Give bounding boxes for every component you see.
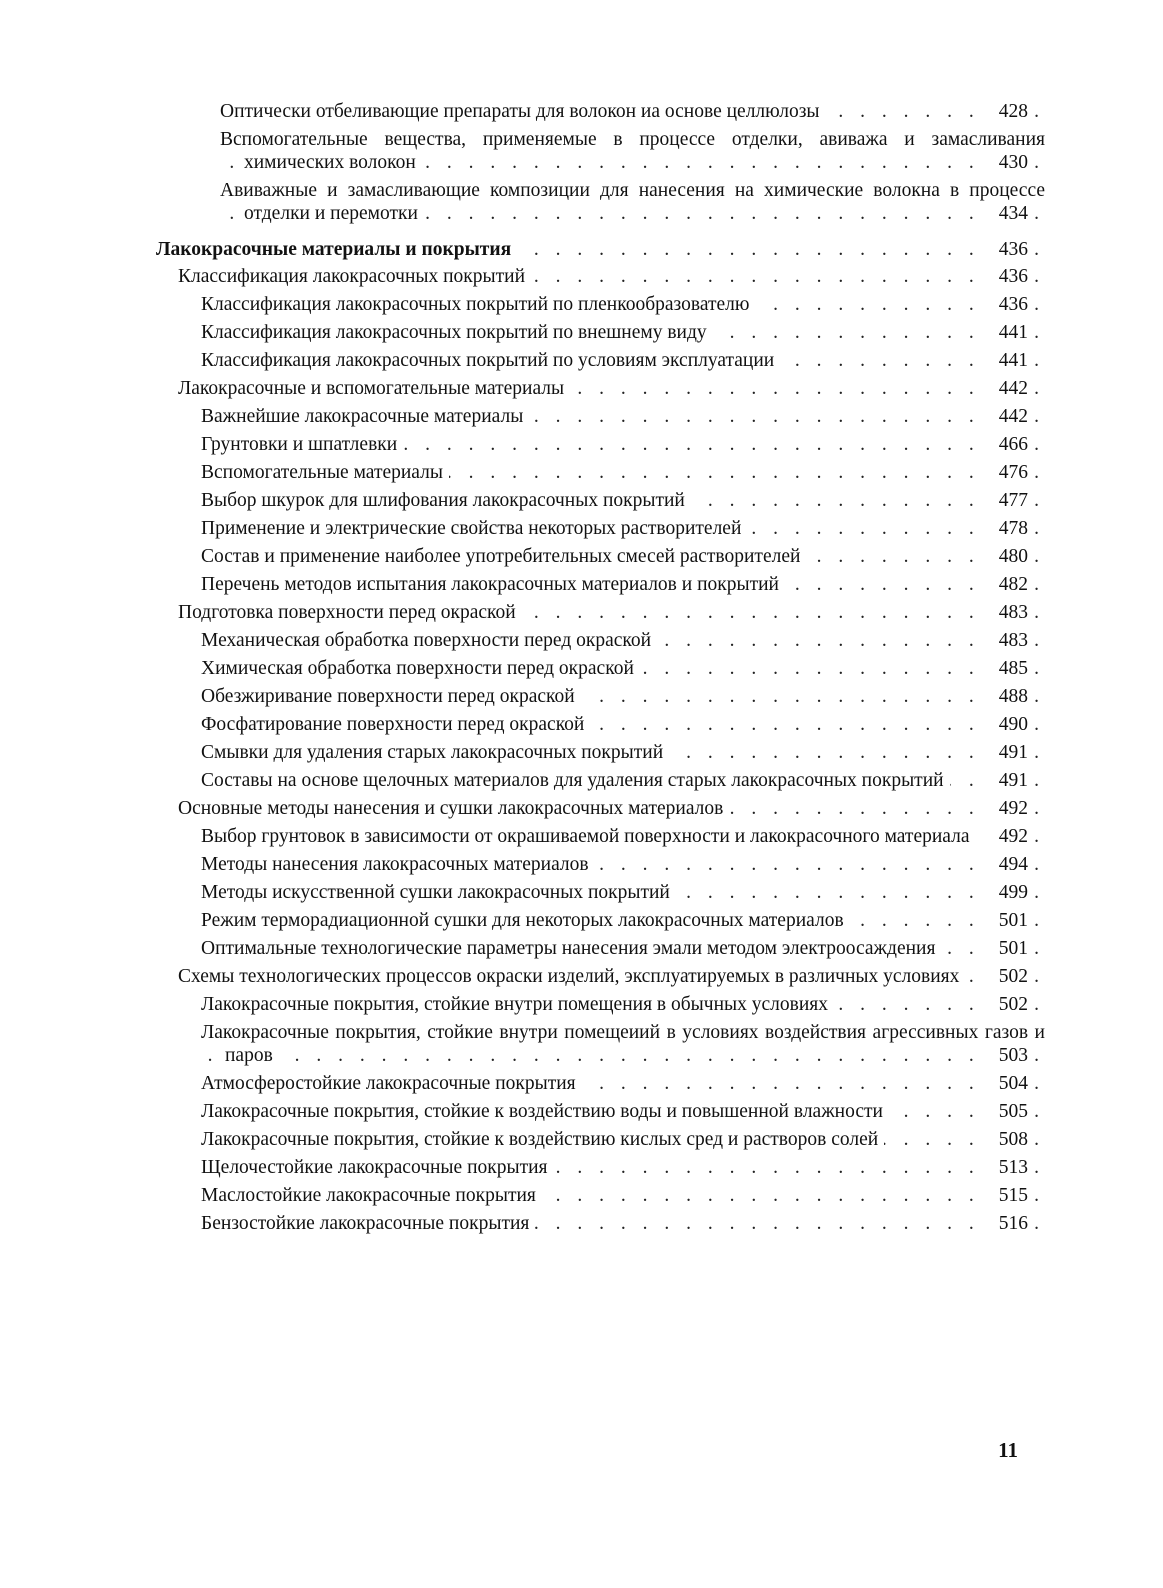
toc-entry-page: 492 — [984, 797, 1028, 820]
toc-entry-title-line — [201, 321, 1045, 344]
toc-entry-title-line — [201, 937, 1045, 960]
toc-entry-title-line — [201, 1212, 1045, 1235]
toc-entry — [0, 517, 1163, 540]
toc-entry-title: Методы нанесения лакокрасочных материалов — [201, 854, 595, 875]
toc-entry-title: Выбор грунтовок в зависимости от окрашиваемой поверхности и лакокрасочного материала — [201, 826, 976, 847]
toc-entry — [0, 825, 1163, 848]
toc-entry — [0, 601, 1163, 624]
toc-entry-title-line — [201, 881, 1045, 904]
toc-entry-page: 442 — [984, 405, 1028, 428]
toc-entry — [0, 797, 1163, 820]
toc-entry-title: Бензостойкие лакокрасочные покрытия — [201, 1213, 535, 1234]
toc-entry — [0, 1021, 1163, 1067]
toc-entry — [0, 545, 1163, 568]
toc-entry — [0, 1072, 1163, 1095]
toc-entry — [0, 909, 1163, 932]
toc-entry-title: Маслостойкие лакокрасочные покрытия — [201, 1185, 542, 1206]
toc-entry-title-line — [201, 769, 1045, 792]
toc-entry-title: Смывки для удаления старых лакокрасочных покрытий — [201, 742, 669, 763]
toc-entry-page: 466 — [984, 433, 1028, 456]
toc-entry — [0, 349, 1163, 372]
toc-entry-title: Оптимальные технологические параметры нанесения эмали методом электроосаждения — [201, 938, 941, 959]
toc-entry — [0, 405, 1163, 428]
toc-entry-page: 502 — [984, 965, 1028, 988]
table-of-contents — [0, 100, 1163, 1235]
toc-entry — [0, 629, 1163, 652]
toc-entry — [0, 433, 1163, 456]
toc-entry-page: 483 — [984, 629, 1028, 652]
toc-entry-title: Классификация лакокрасочных покрытий по пленкообразователю — [201, 294, 755, 315]
toc-entry-title: Лакокрасочные покрытия, стойкие к воздействию кислых сред и растворов солей — [201, 1129, 884, 1150]
toc-entry-page: 477 — [984, 489, 1028, 512]
toc-entry-title-line — [220, 179, 1045, 225]
toc-entry-title-line — [178, 965, 1045, 988]
toc-entry-title-line — [178, 601, 1045, 624]
toc-entry-title: Обезжиривание поверхности перед окраской — [201, 686, 581, 707]
toc-entry-title: Фосфатирование поверхности перед окраской — [201, 714, 590, 735]
toc-entry — [0, 321, 1163, 344]
toc-entry — [0, 1156, 1163, 1179]
toc-entry-page: 485 — [984, 657, 1028, 680]
toc-entry — [0, 293, 1163, 316]
toc-entry-title-line — [220, 128, 1045, 174]
toc-entry-page: 491 — [984, 741, 1028, 764]
toc-entry-page: 436 — [984, 265, 1028, 288]
toc-entry — [0, 100, 1163, 123]
toc-entry-title-line — [201, 461, 1045, 484]
toc-entry-title-line — [156, 238, 1045, 261]
toc-entry-page: 505 — [984, 1100, 1028, 1123]
toc-entry-title-line — [201, 1128, 1045, 1151]
toc-entry-title-line — [201, 1072, 1045, 1095]
toc-entry-page: 488 — [984, 685, 1028, 708]
toc-entry-title-line — [201, 517, 1045, 540]
toc-entry-title-line — [178, 265, 1045, 288]
toc-entry-title: Перечень методов испытания лакокрасочных материалов и покрытий — [201, 574, 785, 595]
toc-entry-title-line — [201, 293, 1045, 316]
toc-entry-page: 503 — [984, 1044, 1028, 1067]
toc-entry-title-line — [201, 573, 1045, 596]
toc-entry — [0, 881, 1163, 904]
toc-entry-page: 504 — [984, 1072, 1028, 1095]
toc-entry-page: 501 — [984, 937, 1028, 960]
toc-entry — [0, 489, 1163, 512]
toc-entry — [0, 965, 1163, 988]
toc-entry — [0, 769, 1163, 792]
toc-entry-page: 483 — [984, 601, 1028, 624]
toc-entry-title-line — [201, 741, 1045, 764]
toc-entry-title: Лакокрасочные и вспомогательные материалы — [178, 378, 570, 399]
toc-entry-page: 502 — [984, 993, 1028, 1016]
toc-entry — [0, 377, 1163, 400]
toc-entry — [0, 461, 1163, 484]
toc-entry-title-line — [178, 377, 1045, 400]
toc-entry-title: Химическая обработка поверхности перед окраской — [201, 658, 640, 679]
toc-entry-page: 515 — [984, 1184, 1028, 1207]
toc-entry-title: Лакокрасочные покрытия, стойкие к воздействию воды и повышенной влажности — [201, 1101, 889, 1122]
toc-entry-title-line — [201, 993, 1045, 1016]
toc-entry-page: 436 — [984, 293, 1028, 316]
toc-section-heading — [0, 238, 1163, 261]
toc-entry-title-line — [220, 100, 1045, 123]
toc-entry-title: Важнейшие лакокрасочные материалы — [201, 406, 529, 427]
toc-entry-page: 513 — [984, 1156, 1028, 1179]
toc-entry — [0, 265, 1163, 288]
toc-entry-page: 508 — [984, 1128, 1028, 1151]
toc-entry-page: 516 — [984, 1212, 1028, 1235]
toc-entry-page: 482 — [984, 573, 1028, 596]
toc-entry — [0, 1184, 1163, 1207]
toc-entry-title-line — [201, 1021, 1045, 1067]
toc-entry-title: Лакокрасочные материалы и покрытия — [156, 239, 517, 260]
toc-entry-title: Выбор шкурок для шлифования лакокрасочных покрытий — [201, 490, 691, 511]
toc-entry-title-line — [201, 853, 1045, 876]
toc-entry-title: Лакокрасочные покрытия, стойкие внутри помещения в обычных условиях — [201, 994, 834, 1015]
toc-entry-title-line — [201, 685, 1045, 708]
toc-entry-title-line — [201, 713, 1045, 736]
toc-entry-title-line — [201, 1156, 1045, 1179]
toc-entry-title: Основные методы нанесения и сушки лакокрасочных материалов — [178, 798, 729, 819]
toc-entry — [0, 1100, 1163, 1123]
toc-entry-title-line — [201, 1100, 1045, 1123]
toc-entry — [0, 573, 1163, 596]
toc-entry-title: Механическая обработка поверхности перед окраской — [201, 630, 657, 651]
toc-entry-title-line — [201, 1184, 1045, 1207]
toc-entry-title: Методы искусственной сушки лакокрасочных покрытий — [201, 882, 676, 903]
toc-entry-title: Подготовка поверхности перед окраской — [178, 602, 522, 623]
toc-entry-title-line — [201, 909, 1045, 932]
toc-entry-page: 499 — [984, 881, 1028, 904]
toc-entry-title: Авиважные и замасливающие композиции для нанесения на химические волокна в процессе отделки и перемотки — [220, 180, 1045, 224]
toc-entry-page: 430 — [984, 151, 1028, 174]
toc-entry-page: 441 — [984, 321, 1028, 344]
toc-entry-page: 478 — [984, 517, 1028, 540]
toc-entry-title: Классификация лакокрасочных покрытий — [178, 266, 531, 287]
toc-entry — [0, 1128, 1163, 1151]
toc-entry-title-line — [201, 825, 1045, 848]
toc-entry-title: Классификация лакокрасочных покрытий по условиям эксплуатации — [201, 350, 780, 371]
toc-entry-page: 442 — [984, 377, 1028, 400]
toc-entry-page: 494 — [984, 853, 1028, 876]
toc-entry-title-line — [201, 405, 1045, 428]
toc-entry-title: Оптически отбеливающие препараты для волокон иа основе целлюлозы — [220, 101, 826, 122]
toc-entry — [0, 128, 1163, 174]
toc-entry-page: 476 — [984, 461, 1028, 484]
toc-entry-title: Режим терморадиационной сушки для некоторых лакокрасочных материалов — [201, 910, 850, 931]
toc-entry — [0, 1212, 1163, 1235]
toc-entry-title: Грунтовки и шпатлевки — [201, 434, 403, 455]
toc-entry-title: Вспомогательные вещества, применяемые в процессе отделки, авиважа и замасливания химических волокон — [220, 129, 1045, 173]
toc-entry-page: 492 — [984, 825, 1028, 848]
toc-entry — [0, 179, 1163, 225]
toc-entry-page: 501 — [984, 909, 1028, 932]
toc-entry — [0, 685, 1163, 708]
toc-entry-title: Составы на основе щелочных материалов для удаления старых лакокрасочных покрытий — [201, 770, 950, 791]
toc-entry-title-line — [178, 797, 1045, 820]
toc-entry-page: 441 — [984, 349, 1028, 372]
toc-entry — [0, 657, 1163, 680]
toc-entry-title: Применение и электрические свойства некоторых растворителей — [201, 518, 747, 539]
toc-entry-page: 436 — [984, 238, 1028, 261]
toc-entry — [0, 993, 1163, 1016]
toc-entry-title: Схемы технологических процессов окраски изделий, эксплуатируемых в различных условиях — [178, 966, 965, 987]
toc-entry — [0, 853, 1163, 876]
toc-entry-page: 480 — [984, 545, 1028, 568]
toc-entry-title: Атмосферостойкие лакокрасочные покрытия — [201, 1073, 582, 1094]
toc-entry-page: 491 — [984, 769, 1028, 792]
toc-entry-title: Лакокрасочные покрытия, стойкие внутри помещеиий в условиях воздействия агрессивных газов и паров — [201, 1022, 1045, 1066]
toc-entry-page: 434 — [984, 202, 1028, 225]
toc-entry-title-line — [201, 545, 1045, 568]
toc-entry-title-line — [201, 349, 1045, 372]
toc-entry-title: Вспомогательные материалы — [201, 462, 449, 483]
toc-entry-title-line — [201, 657, 1045, 680]
toc-entry-title: Классификация лакокрасочных покрытий по внешнему виду — [201, 322, 713, 343]
toc-entry-title: Щелочестойкие лакокрасочные покрытия — [201, 1157, 554, 1178]
toc-entry-title: Состав и применение наиболее употребительных смесей растворителей — [201, 546, 806, 567]
toc-entry — [0, 937, 1163, 960]
toc-entry — [0, 741, 1163, 764]
toc-entry-title-line — [201, 433, 1045, 456]
page-number: 11 — [998, 1438, 1018, 1462]
toc-entry-title-line — [201, 629, 1045, 652]
toc-entry — [0, 713, 1163, 736]
toc-entry-page: 428 — [984, 100, 1028, 123]
toc-entry-title-line — [201, 489, 1045, 512]
toc-entry-page: 490 — [984, 713, 1028, 736]
